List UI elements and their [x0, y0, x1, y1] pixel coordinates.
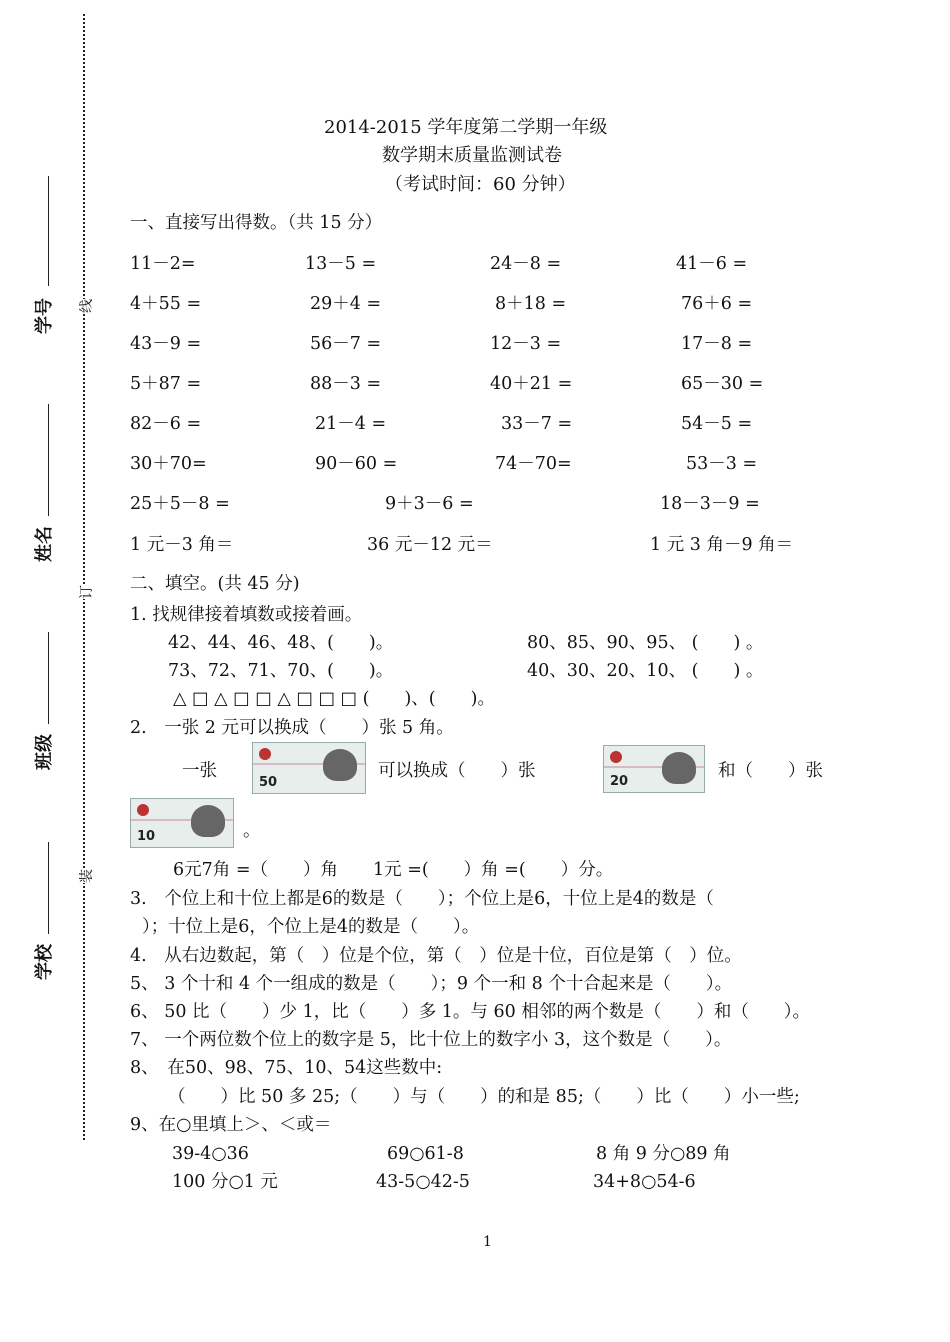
q2a-and: 和（ ）张 — [718, 761, 823, 781]
question-3a: 3. 个位上和十位上都是6的数是（ ）；个位上是6，十位上是4的数是（ — [130, 889, 714, 909]
question-8a: （ ）比 50 多 25;（ ）与（ ）的和是 85;（ ）比（ ）小一些; — [168, 1087, 800, 1107]
cut-mark-zhuang: 装 — [76, 869, 96, 883]
calc-item: 43－9 = — [130, 334, 202, 354]
pattern-1b: 80、85、90、95、 ( ) 。 — [527, 633, 764, 653]
calc-item: 17－8 = — [681, 334, 753, 354]
header-year: 2014-2015 学年度第二学期一年级 — [324, 117, 608, 138]
calc-item: 9＋3－6 = — [385, 494, 474, 514]
question-6: 6、 50 比（ ）少 1，比（ ）多 1。与 60 相邻的两个数是（ ）和（ ）。 — [130, 1002, 811, 1022]
question-5: 5、 3 个十和 4 个一组成的数是（ ）；9 个一和 8 个十合起来是（ ）。 — [130, 974, 733, 994]
calc-item: 1 元－3 角＝ — [130, 535, 234, 555]
calc-item: 40＋21 = — [490, 374, 573, 394]
calc-item: 74－70= — [495, 454, 572, 474]
question-3b: ）；十位上是6，个位上是4的数是（ ）。 — [142, 917, 480, 937]
calc-item: 30＋70= — [130, 454, 207, 474]
calc-item: 29＋4 = — [310, 294, 382, 314]
section2-title: 二、填空。(共 45 分) — [130, 574, 300, 594]
calc-item: 90－60 = — [315, 454, 398, 474]
calc-item: 53－3 = — [686, 454, 758, 474]
calc-item: 5＋87 = — [130, 374, 202, 394]
emblem-icon — [137, 804, 149, 816]
portrait-icon — [323, 749, 357, 781]
banknote-50-image — [252, 742, 366, 794]
calc-item: 11－2= — [130, 254, 196, 274]
calc-item: 8＋18 = — [495, 294, 567, 314]
student-no-label: 学号 — [34, 298, 55, 334]
calc-item: 36 元－12 元＝ — [367, 535, 493, 555]
q2a-prefix: 一张 — [182, 761, 217, 781]
q2a-middle: 可以换成（ ）张 — [378, 761, 536, 781]
class-label: 班级 — [34, 734, 55, 770]
banknote-value: 10 — [137, 829, 156, 844]
question-7: 7、 一个两位数个位上的数字是 5，比十位上的数字小 3，这个数是（ ）。 — [130, 1030, 732, 1050]
question-2b: 6元7角 =（ ）角 1元 =( ）角 =( ）分。 — [173, 860, 614, 880]
banknote-20-image — [603, 745, 705, 793]
calc-item: 4＋55 = — [130, 294, 202, 314]
compare-item: 43-5○42-5 — [376, 1172, 470, 1192]
student-no-blank — [48, 176, 49, 286]
calc-item: 56－7 = — [310, 334, 382, 354]
calc-item: 76＋6 = — [681, 294, 753, 314]
question-9: 9、在○里填上＞、＜或＝ — [130, 1115, 332, 1135]
calc-item: 1 元 3 角－9 角＝ — [650, 535, 794, 555]
q2a-end: 。 — [243, 821, 261, 841]
question-1: 1. 找规律接着填数或接着画。 — [130, 605, 363, 625]
banknote-value: 20 — [610, 774, 629, 789]
calc-item: 65－30 = — [681, 374, 764, 394]
compare-item: 69○61-8 — [387, 1144, 464, 1164]
cut-mark-line: 线 — [76, 299, 96, 313]
pattern-1c: 73、72、71、70、( )。 — [168, 661, 394, 681]
header-title: 数学期末质量监测试卷 — [382, 145, 562, 166]
calc-item: 33－7 = — [501, 414, 573, 434]
calc-item: 82－6 = — [130, 414, 202, 434]
question-4: 4. 从右边数起，第（ ）位是个位，第（ ）位是十位，百位是第（ ）位。 — [130, 946, 742, 966]
calc-item: 21－4 = — [315, 414, 387, 434]
pattern-1d: 40、30、20、10、 ( ) 。 — [527, 661, 764, 681]
portrait-icon — [662, 752, 696, 784]
pattern-1a: 42、44、46、48、( )。 — [168, 633, 394, 653]
page-number: 1 — [483, 1234, 492, 1250]
calc-item: 12－3 = — [490, 334, 562, 354]
name-blank — [48, 404, 49, 516]
banknote-10-image — [130, 798, 234, 848]
portrait-icon — [191, 805, 225, 837]
name-label: 姓名 — [34, 526, 55, 562]
banknote-value: 50 — [259, 775, 278, 790]
school-label: 学校 — [34, 944, 55, 980]
compare-item: 34+8○54-6 — [593, 1172, 696, 1192]
compare-item: 100 分○1 元 — [172, 1172, 278, 1192]
header-time: （考试时间：60 分钟） — [385, 174, 576, 195]
shape-pattern: △ □ △ □ □ △ □ □ □ ( )、( )。 — [173, 689, 495, 709]
cut-mark-ding: 订 — [76, 585, 96, 599]
compare-item: 8 角 9 分○89 角 — [596, 1144, 731, 1164]
calc-item: 41－6 = — [676, 254, 748, 274]
emblem-icon — [610, 751, 622, 763]
calc-item: 18－3－9 = — [660, 494, 760, 514]
calc-item: 54－5 = — [681, 414, 753, 434]
calc-item: 25＋5－8 = — [130, 494, 230, 514]
school-blank — [48, 842, 49, 934]
emblem-icon — [259, 748, 271, 760]
calc-item: 13－5 = — [305, 254, 377, 274]
binding-dotted-line — [83, 14, 85, 1140]
calc-item: 24－8 = — [490, 254, 562, 274]
question-8: 8、 在50、98、75、10、54这些数中: — [130, 1058, 443, 1078]
class-blank — [48, 632, 49, 724]
compare-item: 39-4○36 — [172, 1144, 249, 1164]
section1-title: 一、直接写出得数。（共 15 分） — [130, 213, 383, 233]
question-2: 2. 一张 2 元可以换成（ ）张 5 角。 — [130, 718, 454, 738]
calc-item: 88－3 = — [310, 374, 382, 394]
